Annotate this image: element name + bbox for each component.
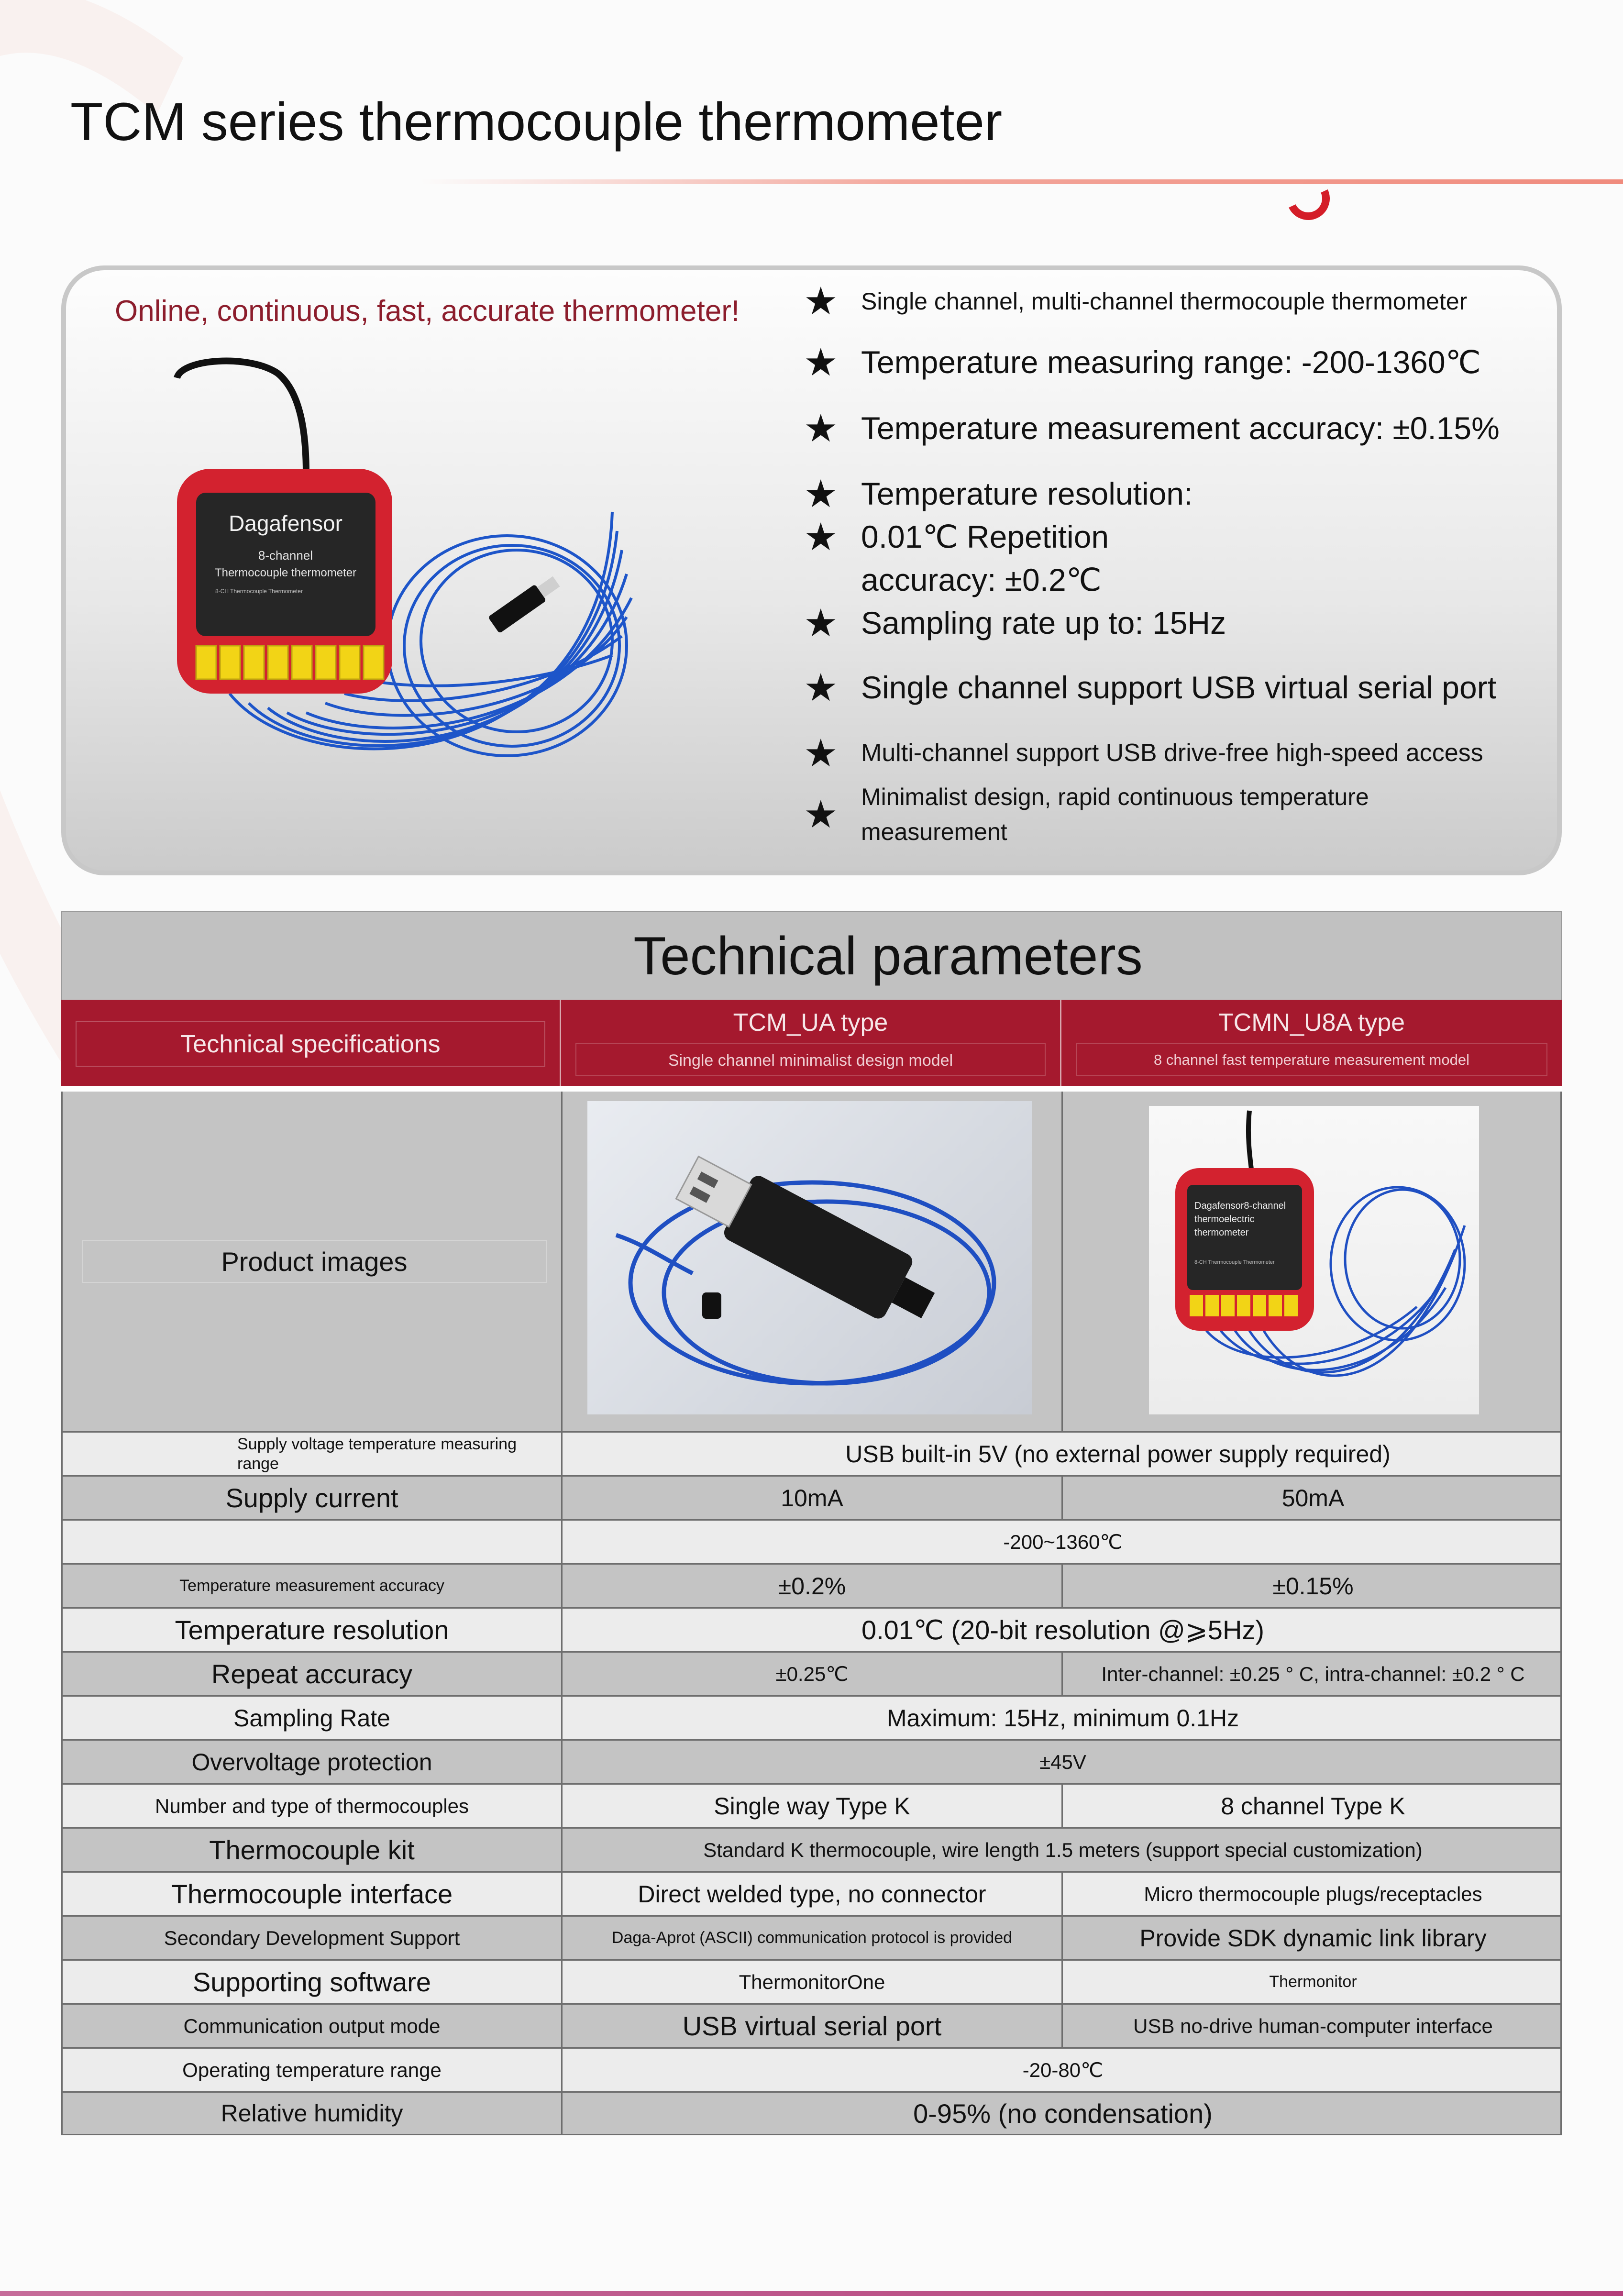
row-value-u8a: 8 channel Type K bbox=[1221, 1792, 1405, 1820]
row-label: Sampling Rate bbox=[63, 1697, 563, 1739]
feature-text-line: measurement bbox=[861, 818, 1007, 845]
table-row bbox=[61, 1739, 1562, 1783]
row-value-u8a: Provide SDK dynamic link library bbox=[1139, 1924, 1487, 1952]
device-line1: 8-channel bbox=[258, 548, 313, 563]
star-icon: ★ bbox=[804, 280, 838, 322]
bottom-rule bbox=[0, 2291, 1623, 2296]
table-row bbox=[61, 1519, 1562, 1563]
row-label: Number and type of thermocouples bbox=[63, 1785, 563, 1827]
star-icon: ★ bbox=[804, 793, 838, 836]
slogan: Online, continuous, fast, accurate thermometer! bbox=[115, 295, 740, 328]
feature-item bbox=[804, 734, 1483, 773]
row-value-u8a: Thermonitor bbox=[1269, 1973, 1357, 1991]
row-label: Repeat accuracy bbox=[63, 1653, 563, 1695]
table-row bbox=[61, 1871, 1562, 1915]
row-value-u8a: USB no-drive human-computer interface bbox=[1133, 2014, 1493, 2037]
feature-item bbox=[804, 514, 1109, 560]
row-value-ua: Daga-Aprot (ASCII) communication protocol is provided bbox=[563, 1917, 1063, 1959]
row-label: Secondary Development Support bbox=[63, 1917, 563, 1959]
row-value-ua: Single way Type K bbox=[563, 1785, 1063, 1827]
device-line3: 8-CH Thermocouple Thermometer bbox=[215, 588, 303, 595]
star-icon: ★ bbox=[804, 472, 838, 515]
title-underline bbox=[421, 179, 1623, 184]
feature-item bbox=[804, 780, 1369, 849]
technical-parameters-table bbox=[61, 911, 1562, 2135]
table-row bbox=[61, 1475, 1562, 1519]
row-value-u8a: ±0.15% bbox=[1272, 1572, 1354, 1600]
table-row bbox=[61, 1783, 1562, 1827]
product-images-row bbox=[61, 1092, 1562, 1431]
row-value-u8a: Micro thermocouple plugs/receptacles bbox=[1144, 1882, 1482, 1905]
row-label: Operating temperature range bbox=[63, 2049, 563, 2091]
table-row bbox=[61, 1651, 1562, 1695]
row-value: 0-95% (no condensation) bbox=[913, 2098, 1213, 2129]
star-icon: ★ bbox=[804, 666, 838, 709]
product-images-label: Product images bbox=[82, 1240, 547, 1283]
model-name: TCMN_U8A type bbox=[1218, 1009, 1405, 1037]
row-value-ua: ThermonitorOne bbox=[563, 1961, 1063, 2003]
device-brand: Dagafensor bbox=[229, 511, 342, 536]
row-label: Supply voltage temperature measuring range bbox=[63, 1433, 563, 1475]
row-label: Relative humidity bbox=[63, 2093, 563, 2134]
row-value: 0.01℃ (20-bit resolution @⩾5Hz) bbox=[861, 1614, 1265, 1645]
feature-text: 0.01℃ Repetition bbox=[861, 519, 1109, 554]
star-icon: ★ bbox=[804, 341, 838, 384]
row-value: -200~1360℃ bbox=[1003, 1531, 1123, 1553]
star-icon: ★ bbox=[804, 601, 838, 644]
usb-thermocouple-illustration bbox=[587, 1101, 1032, 1414]
header-cell-tcm-ua bbox=[561, 1000, 1061, 1086]
feature-text-line: Minimalist design, rapid continuous temperature bbox=[861, 784, 1369, 810]
row-value: Standard K thermocouple, wire length 1.5 meters (support special customization) bbox=[703, 1838, 1423, 1861]
header-cell-spec bbox=[61, 1000, 561, 1086]
feature-text: Temperature measurement accuracy: ±0.15% bbox=[861, 410, 1500, 446]
table-row bbox=[61, 1563, 1562, 1607]
row-label bbox=[63, 1521, 563, 1563]
feature-text: Temperature resolution: bbox=[861, 476, 1193, 511]
row-label: Overvoltage protection bbox=[63, 1741, 563, 1783]
row-label: Supply current bbox=[63, 1477, 563, 1519]
feature-item bbox=[804, 600, 1226, 646]
header-separator bbox=[61, 1086, 1562, 1092]
row-label: Temperature resolution bbox=[63, 1609, 563, 1651]
table-header-row bbox=[61, 1000, 1562, 1086]
feature-item bbox=[804, 557, 1102, 603]
feature-text: Multi-channel support USB drive-free high-speed access bbox=[861, 739, 1483, 767]
row-value-u8a: 50mA bbox=[1281, 1484, 1345, 1512]
row-label: Temperature measurement accuracy bbox=[63, 1565, 563, 1607]
table-row bbox=[61, 2047, 1562, 2091]
row-label: Thermocouple interface bbox=[63, 1873, 563, 1915]
spec-label: Technical specifications bbox=[76, 1021, 545, 1067]
feature-item bbox=[804, 665, 1496, 711]
star-icon: ★ bbox=[804, 732, 838, 774]
feature-text: accuracy: ±0.2℃ bbox=[861, 562, 1102, 597]
feature-item bbox=[804, 340, 1481, 386]
page-title: TCM series thermocouple thermometer bbox=[70, 92, 1003, 152]
row-value: USB built-in 5V (no external power supply required) bbox=[845, 1440, 1391, 1468]
feature-text: Temperature measuring range: -200-1360℃ bbox=[861, 344, 1481, 380]
row-label: Thermocouple kit bbox=[63, 1829, 563, 1871]
table-row bbox=[61, 1431, 1562, 1475]
table-row bbox=[61, 1827, 1562, 1871]
table-row bbox=[61, 1915, 1562, 1959]
row-label: Communication output mode bbox=[63, 2005, 563, 2047]
row-value-ua: ±0.2% bbox=[563, 1565, 1063, 1607]
image-cell-tcm-ua bbox=[563, 1092, 1063, 1431]
feature-text: Single channel support USB virtual serial port bbox=[861, 670, 1497, 705]
image2-line1: Dagafensor8-channel bbox=[1194, 1201, 1286, 1211]
device-illustration bbox=[144, 349, 670, 847]
feature-text: Sampling rate up to: 15Hz bbox=[861, 605, 1226, 640]
images-label-cell bbox=[63, 1092, 563, 1431]
tcmn-u8a-product-image bbox=[1149, 1106, 1479, 1414]
feature-item bbox=[804, 471, 1192, 517]
row-value: ±45V bbox=[1039, 1750, 1086, 1773]
table-heading: Technical parameters bbox=[61, 911, 1562, 1000]
model-subtitle: Single channel minimalist design model bbox=[668, 1051, 953, 1070]
table-row bbox=[61, 1959, 1562, 2003]
device-line2: Thermocouple thermometer bbox=[214, 566, 357, 579]
row-value-u8a: Inter-channel: ±0.25 ° C, intra-channel: ±0.2 ° C bbox=[1101, 1662, 1525, 1685]
table-row bbox=[61, 1695, 1562, 1739]
row-value-ua: USB virtual serial port bbox=[563, 2005, 1063, 2047]
row-value-ua: ±0.25℃ bbox=[563, 1653, 1063, 1695]
model-subtitle: 8 channel fast temperature measurement model bbox=[1154, 1051, 1469, 1068]
feature-item bbox=[804, 282, 1467, 320]
tcm-ua-product-image bbox=[587, 1101, 1032, 1414]
header-cell-tcmn-u8a bbox=[1061, 1000, 1562, 1086]
model-name: TCM_UA type bbox=[733, 1009, 888, 1037]
star-icon: ★ bbox=[804, 407, 838, 450]
feature-item bbox=[804, 406, 1500, 452]
table-row bbox=[61, 2003, 1562, 2047]
table-row bbox=[61, 2091, 1562, 2135]
image-cell-tcmn-u8a bbox=[1063, 1092, 1563, 1431]
row-label: Supporting software bbox=[63, 1961, 563, 2003]
row-value: -20-80℃ bbox=[1022, 2059, 1104, 2081]
row-value-ua: 10mA bbox=[563, 1477, 1063, 1519]
feature-text bbox=[861, 780, 1369, 849]
table-row bbox=[61, 1607, 1562, 1651]
image2-line4: 8-CH Thermocouple Thermometer bbox=[1194, 1259, 1275, 1265]
image2-line3: thermometer bbox=[1194, 1227, 1249, 1238]
image2-line2: thermoelectric bbox=[1194, 1214, 1255, 1225]
star-icon: ★ bbox=[804, 515, 838, 558]
feature-text: Single channel, multi-channel thermocouple thermometer bbox=[861, 287, 1468, 315]
row-value-ua: Direct welded type, no connector bbox=[563, 1873, 1063, 1915]
eight-channel-device-illustration bbox=[1149, 1106, 1479, 1414]
row-value: Maximum: 15Hz, minimum 0.1Hz bbox=[886, 1704, 1239, 1732]
